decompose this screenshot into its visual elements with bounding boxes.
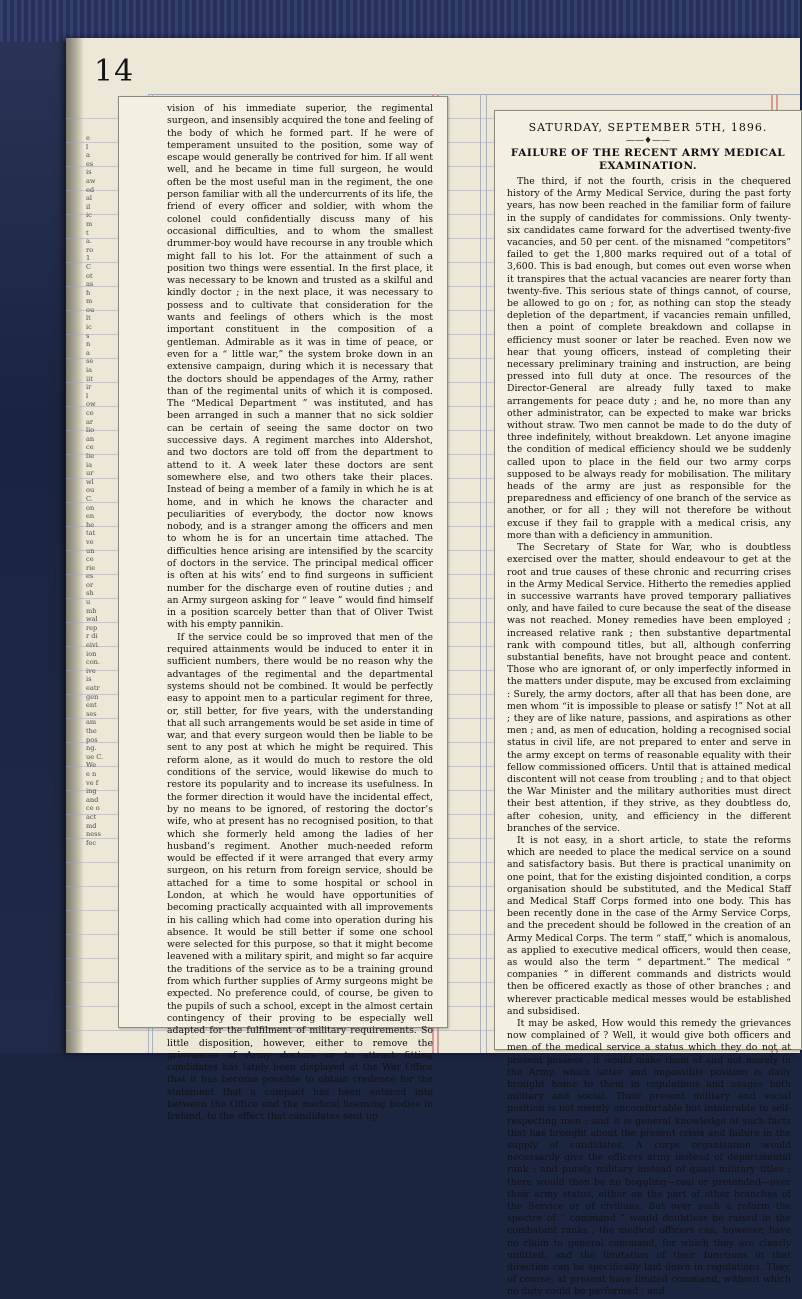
margin-fragment-line: ed [86, 185, 95, 194]
margin-fragment-line: un [86, 546, 95, 555]
margin-fragment-line: he [86, 520, 95, 529]
margin-fragment-line: is [86, 675, 92, 684]
page-number: 14 [94, 54, 135, 89]
margin-fragment-line: ion [86, 649, 97, 658]
margin-fragment-line: 1 [86, 254, 91, 263]
margin-fragment-line: iit [86, 374, 93, 383]
margin-fragment-line: and [86, 795, 99, 804]
right-paragraph-3: It is not easy, in a short article, to state the reforms which are needed to place the medical service on a sound and satisfactory basis. But there is practical unanimity on one point, that for the existing disjointed condition, a corps organisation should be substituted, and the Medical Staff and Medical Staff Corps formed into one body. This has been recently done in the case of the Army Service Corps, and the precedent should be followed in the creation of an Army Medical Corps. The term “ staff,” which is anomalous, as applied to executive medical officers, would then cease, as would also the term “ department.” The medical “ companies ” in different commands and districts would then be officered exactly as those of other branches ; and wherever practicable medical messes would be established and subsidised. [507, 834, 791, 1017]
margin-fragment-line: am [86, 718, 97, 727]
margin-fragment-line: mb [86, 606, 97, 615]
left-paragraph-1: vision of his immediate superior, the regimental surgeon, and insensibly acquired the tone and feeling of the body of which he formed part. If he were of temperament unsuited to the position, some way of escape would generally be contrived for him. If all went well, and he became in time full surgeon, he would often be the most useful man in the regiment, the one person familiar with all the undercurrents of its life, the friend of every officer and soldier, with whom the colonel could confidentially discuss many of his occasional difficulties, and to whom the smallest drummer-boy would have recourse in any trouble which might fall to his lot. For the attainment of such a position two things were essential. In the first place, it was necessary to be known and trusted as a skilful and kindly doctor ; in the next place, it was necessary to possess and to cultivate that consideration for the wants and feelings of others which is the most important constituent in the composition of a gentleman. Admirable as it was in time of peace, or even for a “ little war,” the system broke down in an extensive campaign, during which it is necessary that the doctors should be appendages of the Army, rather than of the regimental units of which it is composed. The “Medical Department ” was instituted, and has been arranged in such a manner that no sick soldier can be certain of seeing the same doctor on two successive days. A regiment marches into Aldershot, and two doctors are told off from the department to attend to it. A week later these doctors are sent somewhere else, and two others take their places. Instead of being a member of a family in which he is at home, and in which he knows the character and peculiarities of everybody, the doctor now knows nobody, and is a stranger among the officers and men to whom he is for an uncertain time attached. The difficulties hence arising are intensified by the scarcity of doctors in the service. The principal medical officer is often at his wits’ end to find surgeons in sufficient number for the discharge even of routine duties ; and an Army surgeon asking for “ leave ” would find himself in a position scarcely better than that of Oliver Twist with his empty pannikin. [167, 103, 433, 631]
margin-fragment-line: on [86, 503, 95, 512]
margin-fragment-line: ou [86, 305, 95, 314]
margin-fragment-line: al [86, 194, 93, 203]
margin-fragment-line: We [86, 761, 97, 770]
ledger-top-rule [148, 94, 800, 95]
margin-fragment-line: m [86, 219, 93, 228]
margin-fragment-line: ia [86, 460, 93, 469]
margin-fragment-line: u [86, 598, 91, 607]
margin-fragment-line: sh [86, 589, 94, 598]
margin-fragment-line: a. [86, 237, 93, 246]
margin-fragment-line: a [86, 348, 90, 357]
margin-fragment-line: h [86, 288, 91, 297]
margin-fragment-line: eatr [86, 684, 100, 692]
margin-fragment-line: ce [86, 443, 94, 452]
margin-fragment-line: C [86, 262, 92, 271]
dateline: SATURDAY, SEPTEMBER 5TH, 1896. [528, 121, 768, 134]
margin-fragment-line: the [86, 726, 97, 735]
left-paragraph-2: If the service could be so improved that men of the required attainments would be induced to enter it in sufficient numbers, there would be no reason why the advantages of the regimental and the departmental systems should not be combined. It would be perfectly easy to appoint men to a particular regiment for three, or, still better, for five years, with the understanding that all such arrangements would be set aside in time of war, and that every surgeon would then be liable to be sent to any post at which he might be required. This reform alone, as it would do much to restore the old conditions of the service, would likewise do much to restore its popularity and to increase its usefulness. In the former direction it would have the incidental effect, by no means to be ignored, of restoring the doctor’s wife, who at present has no recognised position, to that which she formerly held among the ladies of her husband’s regiment. Another much-needed reform would be effected if it were arranged that every army surgeon, on his return from foreign service, should be attached for a time to some hospital or school in London, at which he would have opportunities of becoming practically acquainted with all improvements in his calling which had come into operation during his absence. It would be still better if some one school were selected for this purpose, so that it might become leavened with a military spirit, and might so far acquire the traditions of the service as to be a training ground from which further supplies of Army surgeons might be expected. No preference could, of course, be given to the pupils of such a school, except in the almost certain contingency of their proving to be especially well adapted for the fulfilment of military requirements. So little disposition, however, either to remove the grievances of Army doctors or to attract fitting candidates has lately been displayed at the War Office that it has become possible to obtain credence for the statement that a compact has been entered into between the Office and the medical licensing bodies in Ireland, to the effect that candidates sent up [167, 631, 433, 1123]
margin-fragment-line: l [86, 391, 89, 400]
article-heading: FAILURE OF THE RECENT ARMY MEDICAL EXAMINATION. [510, 147, 786, 172]
margin-fragment-line: ng. [86, 744, 97, 753]
ornament-rule: ——♦—— [625, 136, 671, 146]
margin-fragment-line: es [86, 572, 94, 581]
margin-fragment-line: ent [86, 701, 97, 710]
margin-fragment-line: se [86, 357, 94, 366]
margin-fragment-line: ic [86, 211, 92, 220]
margin-fragment-line: il [86, 202, 91, 211]
scrapbook-page [66, 38, 800, 1298]
margin-fragment-line: e [86, 134, 90, 142]
margin-fragment-line: ou [86, 486, 95, 495]
margin-fragment-line: an [86, 434, 95, 443]
margin-fragment-line: ve [86, 537, 94, 546]
margin-fragment-line: ness [86, 830, 101, 839]
margin-fragment-line: C. [86, 494, 93, 503]
margin-fragment-line: ive [86, 666, 96, 675]
margin-fragment-line: rep [86, 623, 98, 632]
margin-fragment [86, 134, 116, 847]
margin-fragment-line: md [86, 821, 97, 830]
margin-fragment-line: ue C. [86, 752, 104, 761]
margin-fragment-line: as [86, 280, 94, 289]
margin-fragment-line: wal [86, 615, 98, 624]
left-clipping [118, 96, 448, 1123]
margin-fragment-line: ar [86, 417, 94, 426]
right-clipping [494, 110, 802, 1298]
margin-fragment-line: fec [86, 838, 97, 847]
margin-fragment-line: or [86, 580, 94, 589]
margin-fragment-line: ot [86, 271, 93, 280]
margin-fragment-line: ir [86, 383, 92, 392]
margin-fragment-line: e n [86, 769, 97, 778]
margin-fragment-line: a [86, 151, 90, 160]
margin-fragment-line: lio [86, 426, 95, 435]
margin-fragment-line: lt [86, 314, 91, 323]
margin-fragment-line: pos [86, 735, 98, 744]
margin-fragment-line: ce o [86, 804, 100, 813]
margin-fragment-line: m [86, 297, 93, 306]
margin-fragment-line: en [86, 512, 95, 521]
margin-fragment-line: ce [86, 409, 94, 417]
margin-fragment-line: ur [86, 469, 94, 478]
left-clipping-text [167, 103, 433, 1124]
margin-fragment-line: ow [86, 400, 96, 409]
margin-fragment-line: aw [86, 176, 96, 185]
right-paragraph-1: The third, if not the fourth, crisis in the chequered history of the Army Medical Service, during the past forty years, has now been reached in the familiar form of failure in the supply of candidates for commissions. Only twenty-six candidates came forward for the advertised twenty-five vacancies, and 50 per cent. of the misnamed “competitors” failed to get the 1,800 marks required out of a total of 3,600. This is bad enough, but comes out even worse when it transpires that the actual vacancies are nearer forty than twenty-five. This serious state of things cannot, of course, be allowed to go on ; for, as nothing can stop the steady depletion of the department, if vacancies remain unfilled, then a point of complete breakdown and collapse in efficiency must sooner or later be reached. Even now we hear that young officers, instead of completing their necessary preliminary training and instruction, are being pressed into full duty at once. The resources of the Director-General are already fully taxed to make arrangements for peace duty ; and he, no more than any other administrator, can be expected to make war bricks without straw. Two men cannot be made to do the duty of three indefinitely, without breakdown. Let anyone imagine the condition of medical efficiency should we be suddenly called upon to place in the field our two army corps supposed to be always ready for mobilisation. The military heads of the army are just as responsible for the preparedness and efficiency of one branch of the service as another, or for all ; they will not therefore be without excuse if they fail to grapple with a medical crisis, any more than with a deficiency in ammunition. [507, 176, 791, 541]
margin-fragment-line: is [86, 168, 92, 177]
margin-fragment-line: n [86, 340, 91, 349]
right-paragraph-4: It may be asked, How would this remedy the grievances now complained of ? Well, it would give both officers and men of the medical service a status which they do not at present possess ; it would make them of and not merely in the Army, which latter and impossible position is daily brought home to them in regulations and usages both military and social. Their present military and social position is not merely uncomfortable but intolerable to self-respecting men ; and it is general knowledge of such facts that has brought about the present crisis and failure in the supply of candidates. A corps organisation would necessarily give the officers army instead of departmental rank ; and purely military instead of quasi military titles ; there would then be no boggling—real or pretended—over their army status, either on the part of other branches of the Service or of civilians. But over such a reform the spectre of “ command ” would doubtless be raised in the combatant ranks ; the medical officers can, however, have no claim to general command, for which they are clearly unfitted, and the limitation of their functions in that direction can be specifically laid down in regulations. They, of course, at present have limited command, without which no duty could be performed ; and [507, 1018, 791, 1298]
margin-fragment-line: l [86, 142, 89, 151]
margin-fragment-line: ic [86, 323, 92, 332]
margin-fragment-line: ia [86, 366, 93, 375]
right-paragraph-2: The Secretary of State for War, who is doubtless exercised over the matter, should endeavour to get at the root and true causes of these chronic and recurring crises in the Army Medical Service. Hitherto the remedies applied in successive warrants have proved temporary palliatives only, and have failed to cure because the seat of the disease was not reached. Money remedies have been employed ; increased relative rank ; then substantive departmental rank with compound titles, but all, although conferring substantial benefits, have not brought peace and content. Those who are ignorant of, or only imperfectly informed in the matters under dispute, may be excused from exclaiming : Surely, the army doctors, after all that has been done, are men whom “it is impossible to please or satisfy !” Not at all ; they are of like nature, passions, and aspirations as other men ; and, as men of education, holding a recognised social status in civil life, are not prepared to enter and serve in the army except on terms of reasonable equality with their fellow commissioned officers. Until that is attained medical discontent will not cease from troubling ; and to that object the War Minister and the military authorities must direct their best attention, if they strive, as they doubtless do, after cohesion, unity, and efficiency in the different branches of the service. [507, 542, 791, 834]
margin-fragment-line: s [86, 331, 90, 340]
margin-fragment-line: act [86, 812, 97, 821]
margin-fragment-line: ses [86, 709, 97, 718]
margin-fragment-line: es [86, 159, 94, 168]
right-clipping-text [507, 176, 791, 1299]
margin-fragment-line: wl [86, 477, 94, 486]
margin-fragment-line: gen [86, 692, 99, 701]
margin-fragment-line: tat [86, 529, 96, 538]
margin-fragment-line: ve f [86, 778, 99, 787]
margin-fragment-line: lie [86, 451, 95, 460]
margin-fragment-line: con. [86, 658, 101, 667]
margin-fragment-line: ro [86, 245, 94, 254]
margin-fragment-line: r di [86, 632, 98, 641]
margin-fragment-line: ing [86, 787, 97, 796]
margin-fragment-line: rie [86, 563, 96, 572]
margin-fragment-line: t [86, 228, 89, 237]
binding-top-edge [0, 0, 800, 42]
margin-fragment-line: eivi [86, 641, 98, 650]
margin-fragment-line: ce [86, 555, 94, 564]
